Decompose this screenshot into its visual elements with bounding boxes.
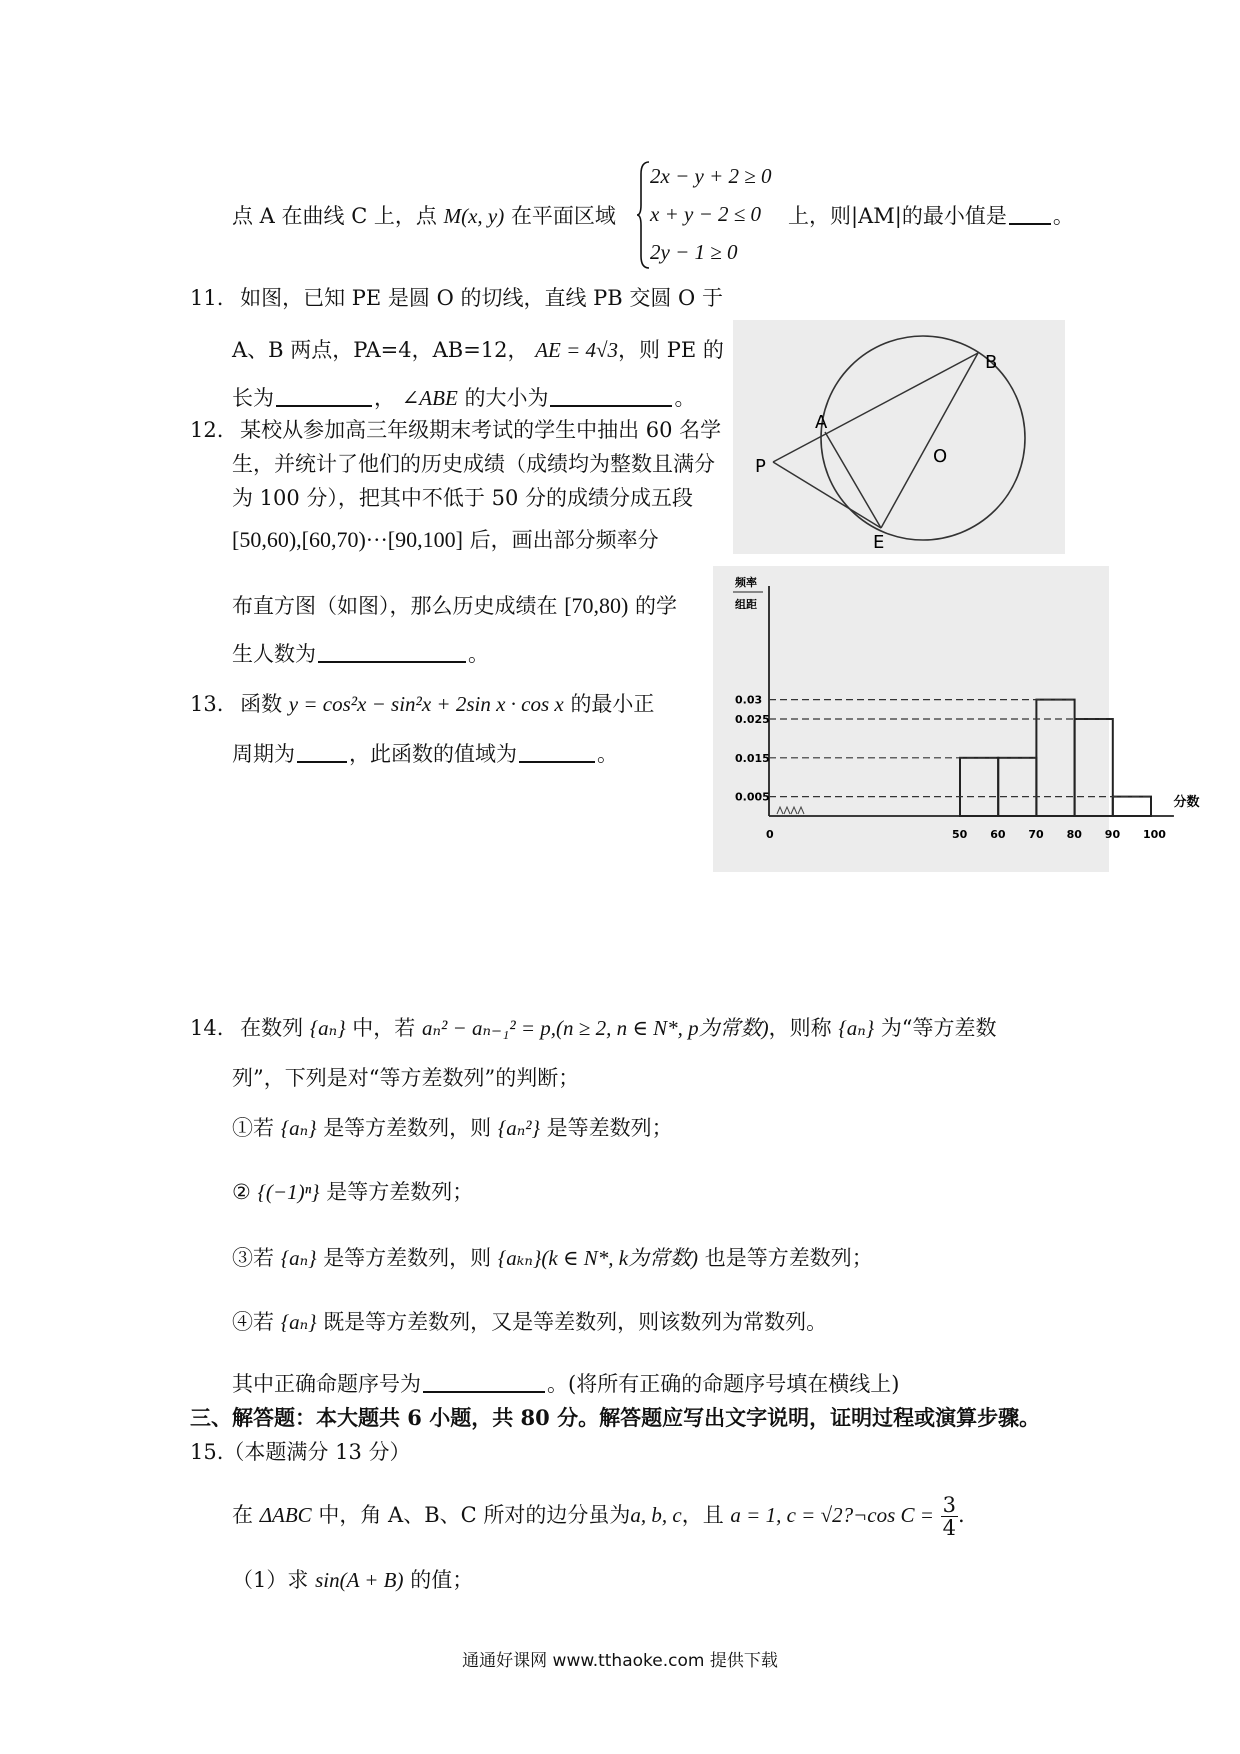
x-axis-label: 分数 xyxy=(1173,795,1200,810)
q15-triangle: ΔABC xyxy=(259,1503,312,1527)
q11-line-3 xyxy=(232,384,695,412)
q11-blank-2 xyxy=(550,385,672,407)
q14-number: 14. xyxy=(190,1016,224,1040)
q15-line-1 xyxy=(232,1494,965,1539)
bar-0 xyxy=(960,758,998,816)
label-o: O xyxy=(933,446,948,467)
histogram xyxy=(713,566,1200,872)
q15-number: 15. xyxy=(190,1440,224,1464)
q15-part-1 xyxy=(232,1566,473,1594)
q11-text-3a: 长为 xyxy=(232,386,274,410)
y-tick-0: 0.03 xyxy=(735,693,763,707)
q14-item4-a: ④若 xyxy=(232,1310,274,1334)
y-tick-1: 0.025 xyxy=(735,713,770,726)
bar-1 xyxy=(998,758,1036,816)
axis-break-0 xyxy=(777,807,783,814)
axis-break-2 xyxy=(791,807,797,814)
q14-item2-math: {(−1)ⁿ} xyxy=(257,1180,320,1204)
q11-blank-1 xyxy=(276,385,372,407)
q14-item1-a: ①若 xyxy=(232,1116,274,1140)
q14-item-1 xyxy=(232,1114,673,1142)
q10-blank xyxy=(1009,203,1051,225)
footer: 通通好课网 www.tthaoke.com 提供下载 xyxy=(462,1651,778,1671)
q15-part1-math: sin(A + B) xyxy=(315,1568,404,1592)
q12-line-6 xyxy=(232,640,489,668)
q15-score: （本题满分 13 分） xyxy=(223,1440,411,1464)
label-a: A xyxy=(815,412,828,433)
x-tick-4: 80 xyxy=(1066,828,1082,841)
y-label-bottom: 组距 xyxy=(735,598,757,611)
q14-item3-a: ③若 xyxy=(232,1246,274,1270)
q10-point: M(x, y) xyxy=(443,204,505,228)
q14-item3-an: {aₙ} xyxy=(280,1246,317,1270)
q14-item2-a: ② xyxy=(232,1180,251,1204)
q15-fraction xyxy=(941,1494,958,1539)
q14-item1-b: 是等方差数列，则 xyxy=(323,1116,492,1140)
q15-text-1c: ，且 xyxy=(681,1503,724,1527)
q14-item3-math: {aₖₙ}(k ∈ N*, k为常数) xyxy=(497,1246,699,1270)
circle-diagram xyxy=(733,320,1065,554)
y-tick-3: 0.005 xyxy=(735,790,770,804)
q12-line-4 xyxy=(232,526,659,554)
q14-an-1: {aₙ} xyxy=(309,1016,346,1040)
system-eq-3: 2y − 1 ≥ 0 xyxy=(650,240,738,264)
q14-item1-math: {aₙ²} xyxy=(497,1116,540,1140)
q14-text-1d: 为“等方差数 xyxy=(880,1016,997,1040)
q11-number: 11. xyxy=(190,286,224,310)
section-3-heading: 三、解答题：本大题共 6 小题，共 80 分。解答题应写出文字说明，证明过程或演算步骤。 xyxy=(190,1405,1041,1430)
q12-text-5a: 布直方图（如图），那么历史成绩在 xyxy=(232,594,558,618)
q15-sides: a, b, c xyxy=(630,1503,682,1527)
q15-part1-a: （1）求 xyxy=(232,1568,309,1592)
histogram-figure xyxy=(713,566,1200,872)
q14-item4-an: {aₙ} xyxy=(280,1310,317,1334)
q15-text-1b: 中，角 A、B、C 所对的边分虽为 xyxy=(318,1503,631,1527)
q14-text-1b: 中，若 xyxy=(352,1016,416,1040)
q13-text-2c: 。 xyxy=(597,742,618,766)
q11-math-ae: AE = 4√3 xyxy=(535,338,619,362)
q13-number: 13. xyxy=(190,692,224,716)
q12-intervals: [50,60),[60,70)···[90,100] xyxy=(232,527,463,552)
q11-line-1 xyxy=(190,284,723,312)
y-tick-2: 0.015 xyxy=(735,751,770,765)
q14-answer-a: 其中正确命题序号为 xyxy=(232,1372,421,1396)
q13-blank-2 xyxy=(519,741,595,763)
q15-text-1d: . xyxy=(958,1503,965,1527)
bar-4 xyxy=(1113,797,1151,816)
q14-definition: aₙ² − aₙ₋₁² = p,(n ≥ 2, n ∈ N*, p为常数) xyxy=(421,1016,769,1040)
axis-break-1 xyxy=(784,807,790,814)
q13-function: y = cos²x − sin²x + 2sin x · cos x xyxy=(288,692,564,716)
q14-item1-c: 是等差数列； xyxy=(546,1116,673,1140)
q11-text-3d: 。 xyxy=(674,386,696,410)
label-p: P xyxy=(755,456,766,477)
system-eq-2: x + y − 2 ≤ 0 xyxy=(650,202,762,226)
bar-3 xyxy=(1075,719,1113,816)
system-eq-1: 2x − y + 2 ≥ 0 xyxy=(650,164,772,188)
q14-item-4 xyxy=(232,1308,827,1336)
q12-text-1: 某校从参加高三年级期末考试的学生中抽出 60 名学 xyxy=(240,418,722,442)
q10-line xyxy=(232,202,616,230)
q12-blank xyxy=(318,641,466,663)
q14-item-2 xyxy=(232,1178,473,1206)
q11-text-2b: ，则 PE 的 xyxy=(618,338,724,362)
x-tick-6: 100 xyxy=(1143,828,1166,841)
q12-text-6b: 。 xyxy=(468,642,489,666)
q10-prefix: 点 A 在曲线 C 上，点 xyxy=(232,204,437,228)
q14-text-1a: 在数列 xyxy=(240,1016,304,1040)
q11-math-angle: ∠ABE xyxy=(401,386,458,410)
axis-break-3 xyxy=(798,807,804,814)
q14-line-2: 列”，下列是对“等方差数列”的判断； xyxy=(232,1066,580,1090)
q11-text-3c: 的大小为 xyxy=(464,386,549,410)
q15-text-1a: 在 xyxy=(232,1503,253,1527)
q14-item2-b: 是等方差数列； xyxy=(326,1180,474,1204)
q13-text-1b: 的最小正 xyxy=(570,692,655,716)
q14-blank xyxy=(423,1371,545,1393)
q14-item3-c: 也是等方差数列； xyxy=(704,1246,873,1270)
label-e: E xyxy=(873,532,885,553)
q15-head xyxy=(190,1438,410,1466)
q12-text-6a: 生人数为 xyxy=(232,642,316,666)
q13-text-2a: 周期为 xyxy=(232,742,295,766)
q15-frac-num: 3 xyxy=(942,1493,956,1517)
circle-figure xyxy=(733,320,1065,554)
label-b: B xyxy=(985,352,998,373)
q14-item4-b: 既是等方差数列，又是等差数列，则该数列为常数列。 xyxy=(323,1310,828,1334)
q12-line-1 xyxy=(190,416,721,444)
q10-end: 。 xyxy=(1052,204,1074,228)
system-brace xyxy=(637,160,651,270)
q12-number: 12. xyxy=(190,418,224,442)
x-tick-2: 60 xyxy=(990,828,1006,841)
q11-text-1: 如图，已知 PE 是圆 O 的切线，直线 PB 交圆 O 于 xyxy=(240,286,723,310)
x-tick-1: 50 xyxy=(952,828,968,841)
q13-text-2b: ，此函数的值域为 xyxy=(349,742,517,766)
q11-text-2a: A、B 两点，PA=4，AB=12， xyxy=(232,338,529,362)
q11-text-3b: ， xyxy=(374,386,395,410)
q12-line-2: 生，并统计了他们的历史成绩（成绩均为整数且满分 xyxy=(232,452,715,476)
line-ae xyxy=(825,432,881,528)
q14-item3-b: 是等方差数列，则 xyxy=(323,1246,492,1270)
q13-line-1 xyxy=(190,690,654,718)
q12-line-5 xyxy=(232,592,677,620)
q11-line-2 xyxy=(232,336,724,364)
x-tick-0: 0 xyxy=(766,828,774,841)
q12-text-5b: 的学 xyxy=(635,594,678,618)
x-tick-3: 70 xyxy=(1028,828,1044,841)
q12-text-4: 后，画出部分频率分 xyxy=(469,528,659,552)
q15-condition: a = 1, c = √2?¬cos C = xyxy=(730,1503,934,1527)
q10-middle: 在平面区域 xyxy=(510,204,616,228)
x-tick-5: 90 xyxy=(1104,828,1121,841)
q14-line-1 xyxy=(190,1014,997,1042)
q14-item-3 xyxy=(232,1244,873,1272)
q14-answer-b: 。(将所有正确的命题序号填在横线上) xyxy=(547,1372,900,1396)
y-label-top: 频率 xyxy=(735,576,757,589)
q13-text-1a: 函数 xyxy=(240,692,283,716)
q12-interval: [70,80) xyxy=(564,593,629,618)
q13-blank-1 xyxy=(297,741,347,763)
q13-line-2 xyxy=(232,740,618,768)
q10-suffix: 上，则|AM|的最小值是 xyxy=(788,204,1007,228)
q15-part1-b: 的值； xyxy=(410,1568,474,1592)
bar-2 xyxy=(1036,700,1074,816)
q15-frac-den: 4 xyxy=(942,1516,956,1540)
q12-line-3: 为 100 分），把其中不低于 50 分的成绩分成五段 xyxy=(232,486,694,510)
q14-item1-an: {aₙ} xyxy=(280,1116,317,1140)
q14-an-2: {aₙ} xyxy=(838,1016,875,1040)
q10-suffix-line xyxy=(788,202,1074,230)
q14-text-1c: ，则称 xyxy=(768,1016,832,1040)
q14-answer xyxy=(232,1370,899,1398)
